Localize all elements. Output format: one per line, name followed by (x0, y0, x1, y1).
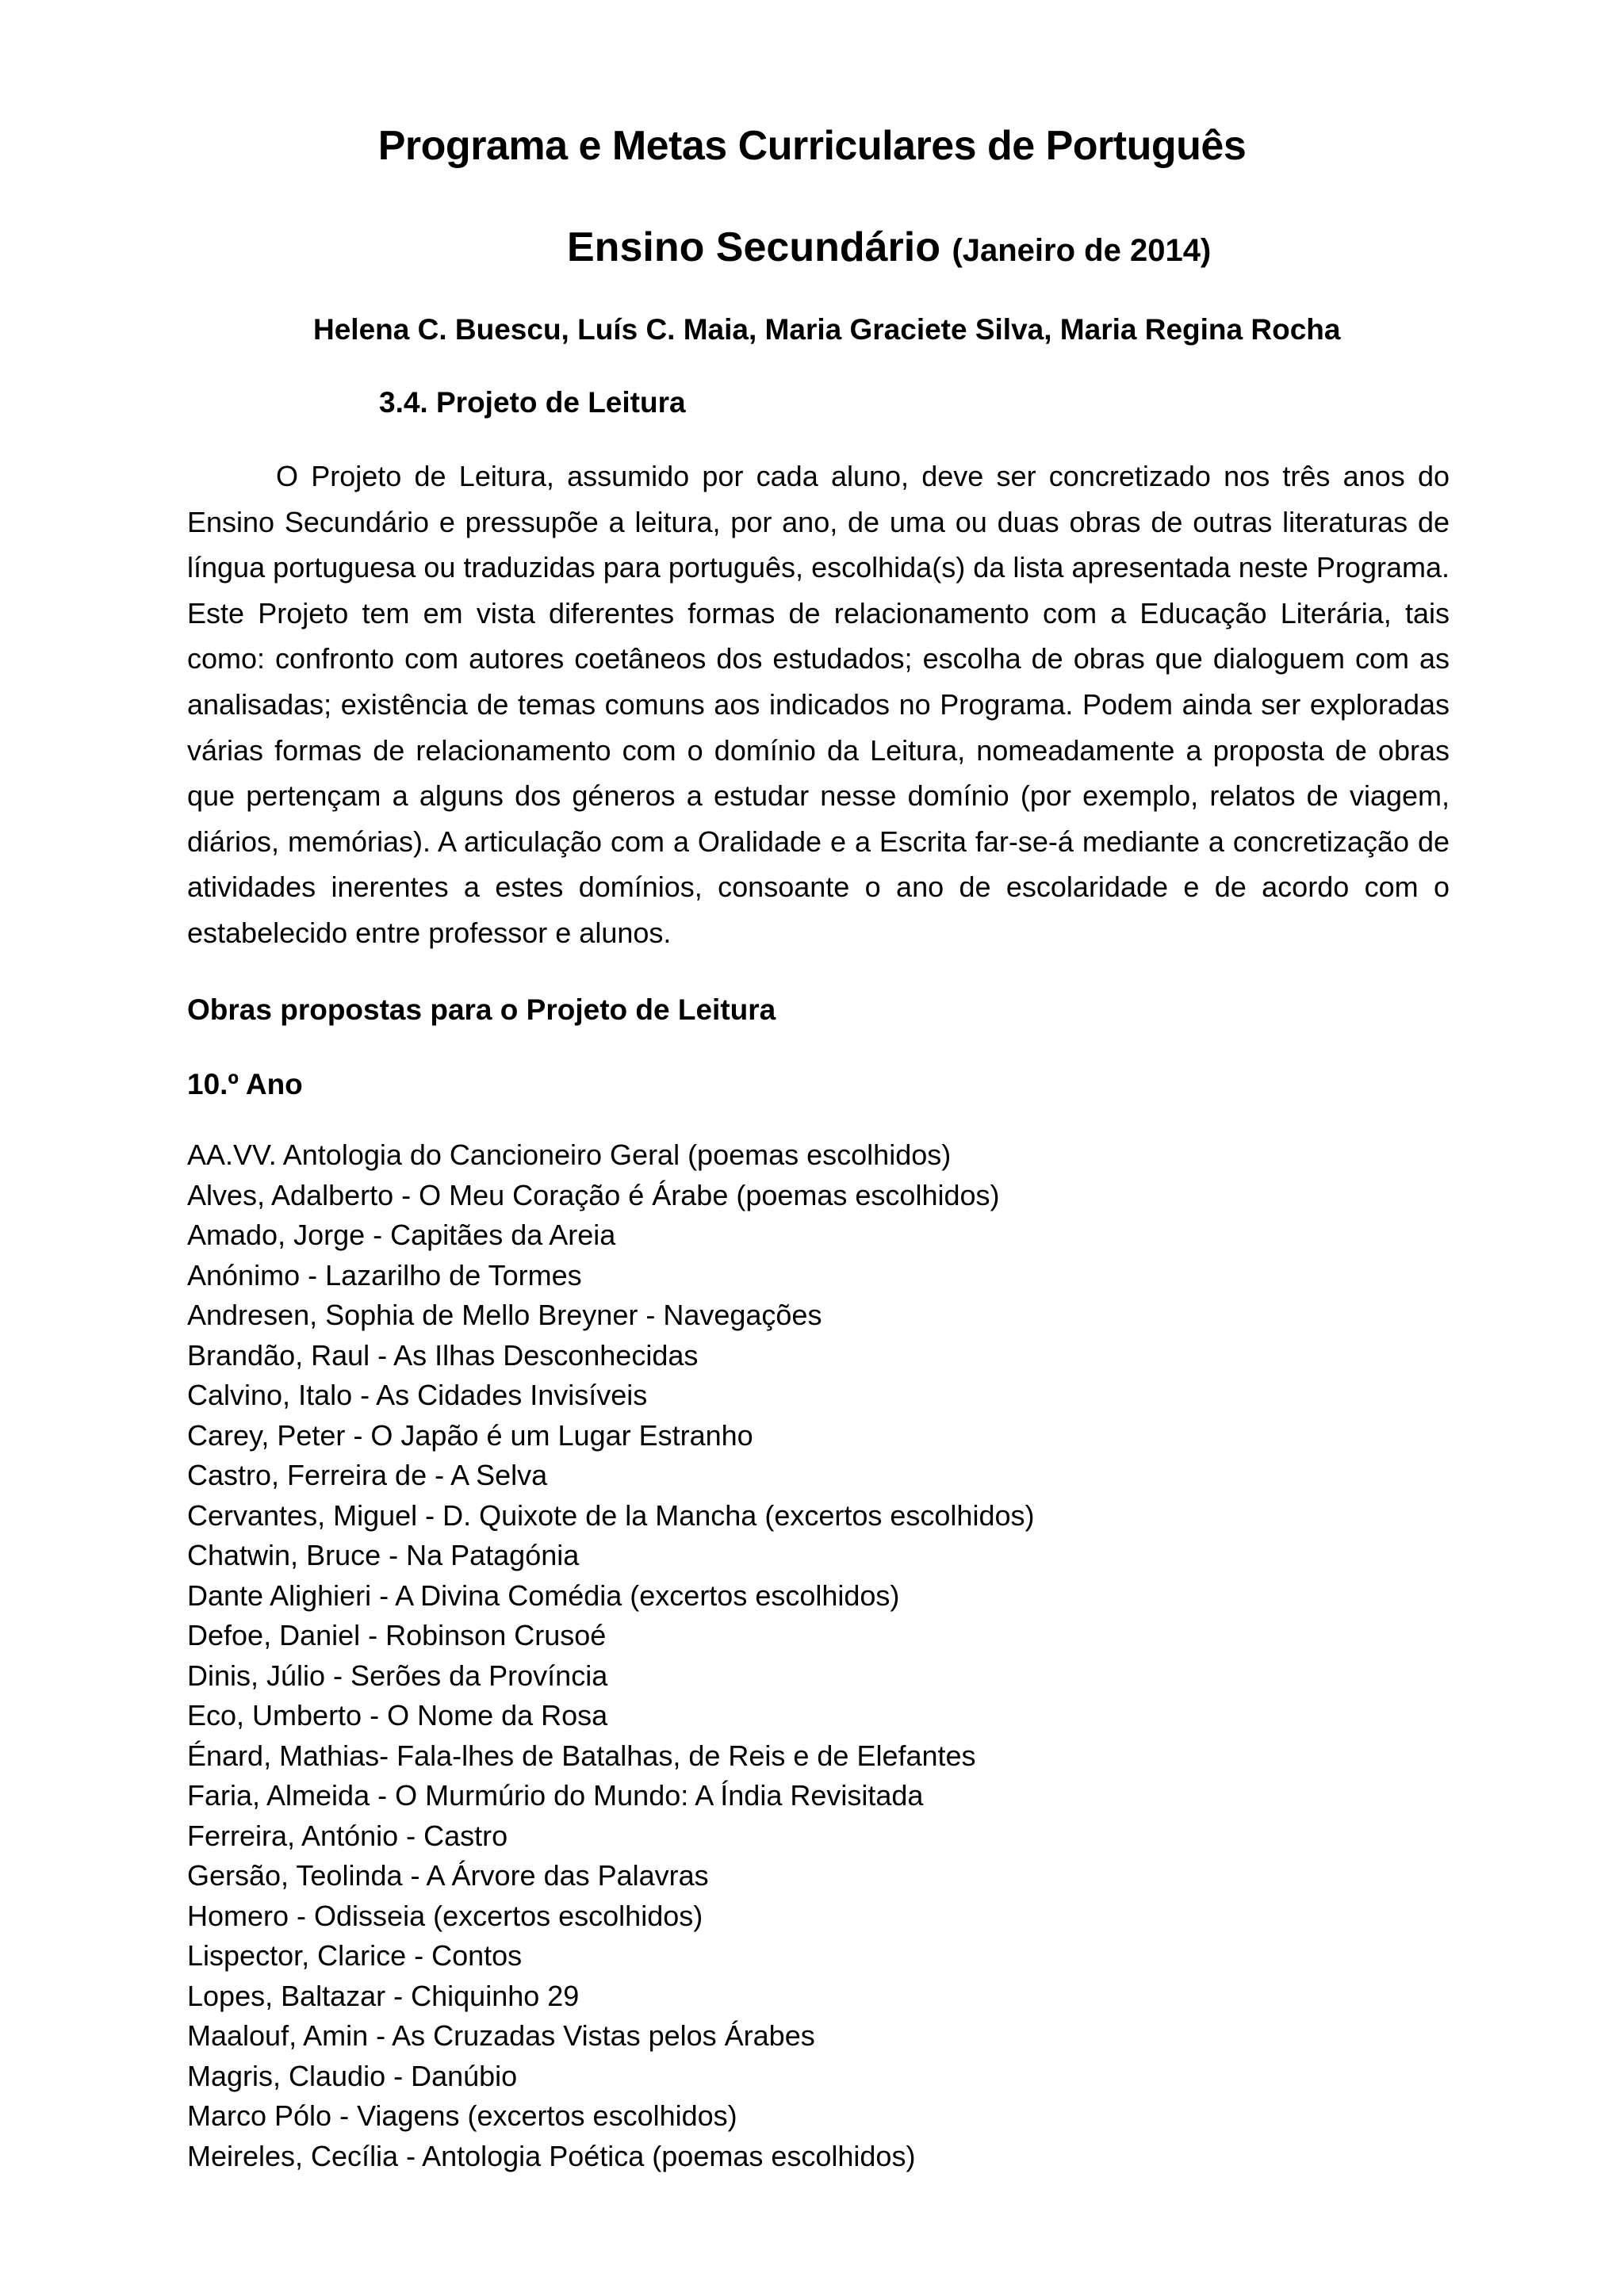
list-item: Carey, Peter - O Japão é um Lugar Estranho (187, 1418, 753, 1452)
list-item: Eco, Umberto - O Nome da Rosa (187, 1699, 608, 1732)
list-item: Maalouf, Amin - As Cruzadas Vistas pelos Árabes (187, 2019, 815, 2052)
list-item: Lispector, Clarice - Contos (187, 1939, 523, 1972)
list-item: Magris, Claudio - Danúbio (187, 2059, 518, 2092)
section-heading: 3.4. Projeto de Leitura (379, 386, 686, 419)
list-item: Faria, Almeida - O Murmúrio do Mundo: A Índia Revisitada (187, 1779, 924, 1812)
list-item: Gersão, Teolinda - A Árvore das Palavras (187, 1859, 709, 1892)
document-title: Programa e Metas Curriculares de Português (377, 123, 1247, 169)
list-item: Amado, Jorge - Capitães da Areia (187, 1219, 616, 1251)
list-item: Castro, Ferreira de - A Selva (187, 1459, 548, 1491)
list-item: Énard, Mathias- Fala-lhes de Batalhas, de Reis e de Elefantes (187, 1739, 976, 1772)
list-item: Alves, Adalberto - O Meu Coração é Árabe (poemas escolhidos) (187, 1178, 1000, 1211)
works-list (187, 1135, 1034, 2176)
list-item: Ferreira, António - Castro (187, 1819, 508, 1852)
subtitle-main: Ensino Secundário (567, 224, 940, 270)
list-item: Lopes, Baltazar - Chiquinho 29 (187, 1979, 580, 2012)
list-item: Dinis, Júlio - Serões da Província (187, 1659, 608, 1692)
list-item: Meireles, Cecília - Antologia Poética (poemas escolhidos) (187, 2139, 916, 2172)
list-item: Andresen, Sophia de Mello Breyner - Navegações (187, 1299, 822, 1331)
list-item: Calvino, Italo - As Cidades Invisíveis (187, 1379, 648, 1411)
list-item: Dante Alighieri - A Divina Comédia (excertos escolhidos) (187, 1578, 900, 1612)
works-heading: Obras propostas para o Projeto de Leitura (187, 993, 776, 1026)
list-item: Defoe, Daniel - Robinson Crusoé (187, 1619, 607, 1651)
list-item: AA.VV. Antologia do Cancioneiro Geral (poemas escolhidos) (187, 1138, 952, 1171)
list-item: Marco Pólo - Viagens (excertos escolhidos) (187, 2099, 737, 2132)
authors-line: Helena C. Buescu, Luís C. Maia, Maria Graciete Silva, Maria Regina Rocha (313, 313, 1341, 346)
list-item: Chatwin, Bruce - Na Patagónia (187, 1539, 580, 1571)
year-heading: 10.º Ano (187, 1068, 303, 1100)
list-item: Brandão, Raul - As Ilhas Desconhecidas (187, 1338, 699, 1372)
list-item: Homero - Odisseia (excertos escolhidos) (187, 1899, 703, 1932)
body-paragraph: O Projeto de Leitura, assumido por cada aluno, deve ser concretizado nos três anos do Ensino Secundário e pressupõe a leitura, por ano, de uma ou duas obras de outras literaturas de língua portuguesa ou traduzidas para português, escolhida(s) da lista apresentada neste Programa. Este Projeto tem em vista diferentes formas de relacionamento com a Educação Literária, tais como: confronto com autores coetâneos dos estudados; escolha de obras que dialoguem com as analisadas; existência de temas comuns aos indicados no Programa. Podem ainda ser exploradas várias formas de relacionamento com o domínio da Leitura, nomeadamente a proposta de obras que pertençam a alguns dos géneros a estudar nesse domínio (por exemplo, relatos de viagem, diários, memórias). A articulação com a Oralidade e a Escrita far-se-á mediante a concretização de atividades inerentes a estes domínios, consoante o ano de escolaridade e de acordo com o estabelecido entre professor e alunos. (187, 460, 1450, 949)
subtitle-date: (Janeiro de 2014) (952, 233, 1212, 268)
document-subtitle (567, 222, 1211, 276)
list-item: Anónimo - Lazarilho de Tormes (187, 1258, 582, 1292)
list-item: Cervantes, Miguel - D. Quixote de la Mancha (excertos escolhidos) (187, 1498, 1035, 1532)
